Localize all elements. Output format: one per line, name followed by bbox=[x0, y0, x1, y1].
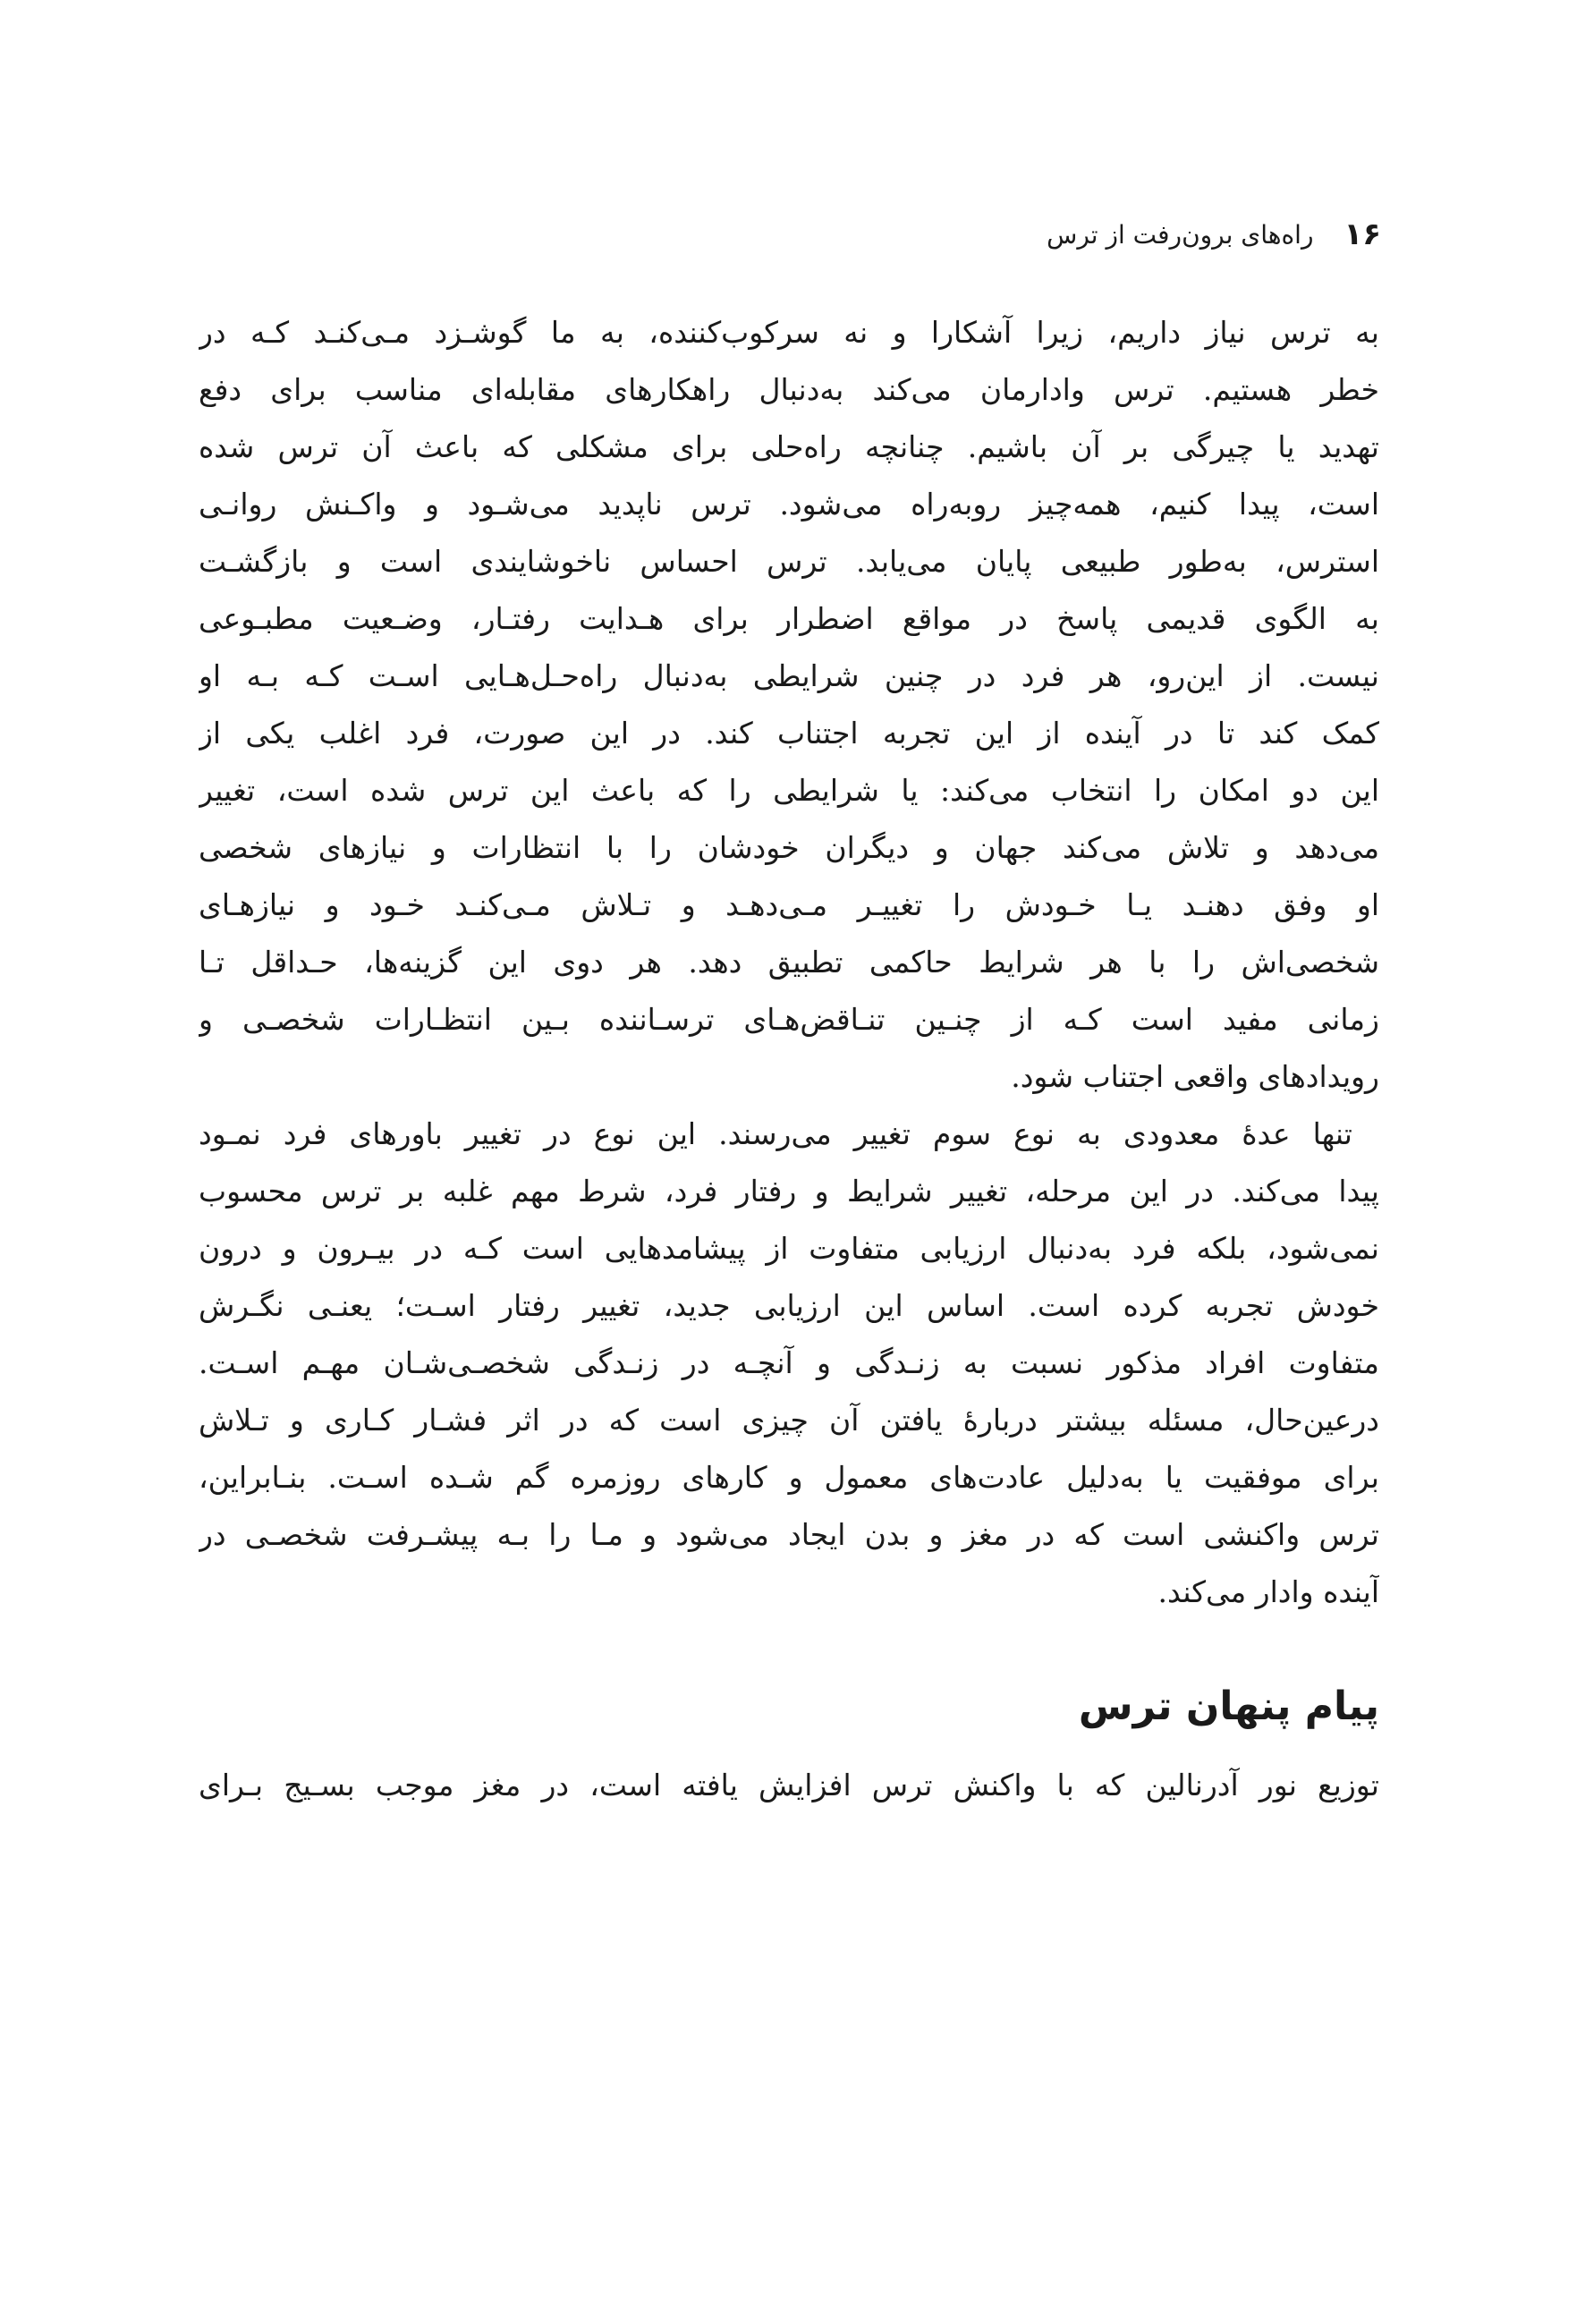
paragraph-1 bbox=[199, 304, 1379, 1106]
paragraph-line: خطر هستیم. ترس وادارمان می‌کند به‌دنبال راهکارهای مقابله‌ای مناسب برای دفع bbox=[199, 372, 1379, 407]
page-header bbox=[204, 208, 1381, 261]
paragraph-line: کمک کند تا در آینده از این تجربه اجتناب کند. در این صورت، فرد اغلب یکی از bbox=[199, 716, 1379, 751]
paragraph-3 bbox=[199, 1757, 1379, 1814]
paragraph-line: آینده وادار می‌کند. bbox=[1157, 1574, 1379, 1609]
paragraph-line: نیست. از این‌رو، هر فرد در چنین شرایطی به‌دنبال راه‌حـل‌هـایی اسـت کـه بـه او bbox=[199, 658, 1379, 693]
paragraph-line: به الگوی قدیمی پاسخ در مواقع اضطرار برای هـدایت رفتـار، وضـعیت مطبـوعی bbox=[199, 601, 1379, 636]
paragraph-line: استرس، به‌طور طبیعی پایان می‌یابد. ترس احساس ناخوشایندی است و بازگشـت bbox=[199, 544, 1379, 579]
paragraph-line: ترس واکنشی است که در مغز و بدن ایجاد می‌شود و مـا را بـه پیشـرفت شخصـی در bbox=[199, 1517, 1379, 1552]
body-text bbox=[199, 304, 1379, 1814]
paragraph-line: تهدید یا چیرگی بر آن باشیم. چنانچه راه‌حلی برای مشکلی که باعث آن ترس شده bbox=[199, 429, 1379, 464]
paragraph-line: شخصی‌اش را با هر شرایط حاکمی تطبیق دهد. هر دوی این گزینه‌ها، حـداقل تـا bbox=[199, 945, 1379, 980]
paragraph-line: خودش تجربه کرده است. اساس این ارزیابی جدید، تغییر رفتار اسـت؛ یعنـی نگـرش bbox=[199, 1288, 1379, 1323]
paragraph-2 bbox=[199, 1106, 1379, 1621]
paragraph-line: او وفق دهنـد یـا خـودش را تغییـر مـی‌دهـد و تـلاش مـی‌کنـد خـود و نیازهـای bbox=[199, 887, 1379, 922]
paragraph-line: درعین‌حال، مسئله بیشتر دربارهٔ یافتن آن چیزی است که در اثر فشـار کـاری و تـلاش bbox=[199, 1403, 1379, 1438]
paragraph-line: رویدادهای واقعی اجتناب شود. bbox=[1011, 1059, 1379, 1094]
paragraph-line: می‌دهد و تلاش می‌کند جهان و دیگران خودشان را با انتظارات و نیازهای شخصی bbox=[199, 830, 1379, 865]
paragraph-line: نمی‌شود، بلکه فرد به‌دنبال ارزیابی متفاوت از پیشامدهایی است کـه در بیـرون و درون bbox=[199, 1231, 1379, 1266]
paragraph-line: متفاوت افراد مذکور نسبت به زنـدگی و آنچـه در زنـدگی شخصـی‌شـان مهـم اسـت. bbox=[199, 1345, 1379, 1380]
paragraph-line: تنها عدهٔ معدودی به نوع سوم تغییر می‌رسند. این نوع در تغییر باورهای فرد نمـود bbox=[199, 1116, 1352, 1151]
paragraph-line: به ترس نیاز داریم، زیرا آشکارا و نه سرکوب‌کننده، به ما گوشـزد مـی‌کنـد کـه در bbox=[199, 315, 1379, 350]
section-heading: پیام پنهان ترس bbox=[1078, 1684, 1379, 1729]
paragraph-line: پیدا می‌کند. در این مرحله، تغییر شرایط و رفتار فرد، شرط مهم غلبه بر ترس محسوب bbox=[199, 1174, 1379, 1209]
paragraph-line: است، پیدا کنیم، همه‌چیز روبه‌راه می‌شود. ترس ناپدید می‌شـود و واکـنش روانـی bbox=[199, 487, 1379, 522]
paragraph-line: این دو امکان را انتخاب می‌کند: یا شرایطی را که باعث این ترس شده است، تغییر bbox=[199, 773, 1379, 808]
paragraph-line: زمانی مفید است کـه از چنـین تنـاقض‌هـای ترسـاننده بـین انتظـارات شخصـی و bbox=[199, 1002, 1379, 1037]
paragraph-line: برای موفقیت یا به‌دلیل عادت‌های معمول و کارهای روزمره گم شـده اسـت. بنـابراین، bbox=[199, 1460, 1379, 1495]
running-title: راه‌های برون‌رفت از ترس bbox=[1047, 219, 1314, 250]
paragraph-line: توزیع نور آدرنالین که با واکنش ترس افزایش یافته است، در مغز موجب بسـیج بـرای bbox=[199, 1768, 1379, 1802]
page-number: ۱۶ bbox=[1343, 216, 1381, 252]
